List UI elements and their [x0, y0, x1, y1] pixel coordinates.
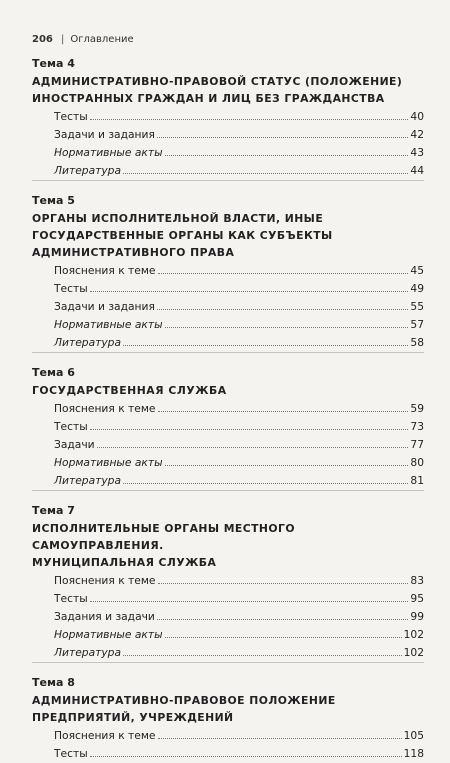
- dot-leader: [123, 173, 408, 174]
- toc-entry-page: 95: [410, 592, 424, 605]
- toc-entry-page: 80: [410, 456, 424, 469]
- dot-leader: [90, 429, 409, 430]
- dot-leader: [165, 637, 402, 638]
- dot-leader: [157, 619, 409, 620]
- toc-entry-page: 57: [410, 318, 424, 331]
- topic-title-line: АДМИНИСТРАТИВНОГО ПРАВА: [32, 246, 235, 259]
- toc-entry-label: Тесты: [54, 282, 88, 295]
- topic-title-line: ИСПОЛНИТЕЛЬНЫЕ ОРГАНЫ МЕСТНОГО САМОУПРАВЛЕНИЯ.: [32, 522, 295, 552]
- dot-leader: [165, 155, 409, 156]
- toc-entry-page: 43: [410, 146, 424, 159]
- toc-entry-page: 99: [410, 610, 424, 623]
- topic-title: [32, 520, 424, 571]
- toc-entry-page: 40: [410, 110, 424, 123]
- dot-leader: [165, 327, 409, 328]
- toc-entry-label: Нормативные акты: [54, 628, 163, 641]
- toc-entry-literature[interactable]: [54, 162, 424, 180]
- dot-leader: [97, 447, 409, 448]
- topic-7: [32, 504, 424, 663]
- topic-title-line: ОРГАНЫ ИСПОЛНИТЕЛЬНОЙ ВЛАСТИ, ИНЫЕ: [32, 212, 324, 225]
- topic-title-line: МУНИЦИПАЛЬНАЯ СЛУЖБА: [32, 556, 217, 569]
- toc-entry-explanations[interactable]: [54, 727, 424, 745]
- topic-label: Тема 6: [32, 366, 75, 379]
- section-title: Оглавление: [70, 34, 134, 45]
- toc-entry-label: Нормативные акты: [54, 318, 163, 331]
- toc-entry-label: Задачи и задания: [54, 128, 155, 141]
- dot-leader: [157, 309, 409, 310]
- toc-entry-normative-acts[interactable]: [54, 626, 424, 644]
- toc-entry-page: 44: [410, 164, 424, 177]
- toc-entry-page: 73: [410, 420, 424, 433]
- toc-entry-label: Нормативные акты: [54, 456, 163, 469]
- toc-entry-page: 55: [410, 300, 424, 313]
- toc-entry-label: Пояснения к теме: [54, 729, 156, 742]
- toc-entry-list: [54, 400, 424, 490]
- toc-entry-literature[interactable]: [54, 472, 424, 490]
- running-head: [32, 33, 424, 47]
- toc-entry-normative-acts[interactable]: [54, 454, 424, 472]
- toc-entry-label: Пояснения к теме: [54, 264, 156, 277]
- dot-leader: [158, 411, 409, 412]
- dot-leader: [90, 119, 409, 120]
- toc-entry-tasks[interactable]: [54, 436, 424, 454]
- toc-entry-label: Тесты: [54, 110, 88, 123]
- toc-entry-label: Тесты: [54, 592, 88, 605]
- topic-5: [32, 194, 424, 353]
- topic-title-line: ГОСУДАРСТВЕННАЯ СЛУЖБА: [32, 384, 227, 397]
- dot-leader: [123, 655, 402, 656]
- toc-entry-page: 118: [403, 747, 424, 760]
- toc-entry-explanations[interactable]: [54, 572, 424, 590]
- toc-entry-page: 59: [410, 402, 424, 415]
- toc-entry-label: Литература: [54, 646, 122, 659]
- toc-entry-label: Тесты: [54, 420, 88, 433]
- topic-8: [32, 676, 424, 763]
- dot-leader: [123, 345, 408, 346]
- toc-entry-list: [54, 262, 424, 352]
- topic-title: [32, 210, 424, 261]
- toc-entry-literature[interactable]: [54, 334, 424, 352]
- topic-label: Тема 7: [32, 504, 75, 517]
- toc-entry-label: Литература: [54, 336, 122, 349]
- toc-entry-label: Задачи: [54, 438, 95, 451]
- toc-entry-tests[interactable]: [54, 280, 424, 298]
- toc-entry-tasks[interactable]: [54, 298, 424, 316]
- dot-leader: [90, 756, 402, 757]
- page-number: 206: [32, 34, 53, 45]
- toc-entry-tasks[interactable]: [54, 608, 424, 626]
- toc-entry-label: Литература: [54, 474, 122, 487]
- toc-entry-list: [54, 572, 424, 662]
- dot-leader: [158, 273, 409, 274]
- toc-entry-tests[interactable]: [54, 108, 424, 126]
- topic-title-line: ИНОСТРАННЫХ ГРАЖДАН И ЛИЦ БЕЗ ГРАЖДАНСТВА: [32, 92, 385, 105]
- toc-entry-page: 42: [410, 128, 424, 141]
- topic-title: [32, 692, 424, 726]
- toc-entry-page: 45: [410, 264, 424, 277]
- toc-entry-label: Литература: [54, 164, 122, 177]
- dot-leader: [90, 291, 409, 292]
- topic-6: [32, 366, 424, 491]
- topic-title: [32, 73, 424, 107]
- toc-entry-list: [54, 108, 424, 180]
- topic-4: [32, 57, 424, 181]
- toc-entry-normative-acts[interactable]: [54, 316, 424, 334]
- toc-entry-label: Нормативные акты: [54, 146, 163, 159]
- toc-entry-label: Пояснения к теме: [54, 574, 156, 587]
- toc-entry-page: 102: [403, 628, 424, 641]
- toc-entry-page: 105: [403, 729, 424, 742]
- topic-label: Тема 8: [32, 676, 75, 689]
- toc-entry-label: Задания и задачи: [54, 610, 155, 623]
- topic-title-line: АДМИНИСТРАТИВНО-ПРАВОВОЕ ПОЛОЖЕНИЕ: [32, 694, 336, 707]
- topic-label: Тема 5: [32, 194, 75, 207]
- toc-entry-label: Задачи и задания: [54, 300, 155, 313]
- toc-entry-explanations[interactable]: [54, 400, 424, 418]
- dot-leader: [158, 583, 409, 584]
- topic-title-line: АДМИНИСТРАТИВНО-ПРАВОВОЙ СТАТУС (ПОЛОЖЕНИЕ): [32, 75, 403, 88]
- dot-leader: [123, 483, 408, 484]
- topic-title-line: ПРЕДПРИЯТИЙ, УЧРЕЖДЕНИЙ: [32, 711, 234, 724]
- topic-title: [32, 382, 424, 399]
- toc-entry-list: [54, 727, 424, 763]
- toc-entry-page: 102: [403, 646, 424, 659]
- toc-entry-label: Пояснения к теме: [54, 402, 156, 415]
- toc-entry-literature[interactable]: [54, 644, 424, 662]
- toc-entry-explanations[interactable]: [54, 262, 424, 280]
- toc-entry-tasks[interactable]: [54, 126, 424, 144]
- header-separator: |: [61, 34, 65, 45]
- dot-leader: [157, 137, 409, 138]
- toc-entry-page: 81: [410, 474, 424, 487]
- toc-entry-tests[interactable]: [54, 745, 424, 763]
- toc-entry-label: Тесты: [54, 747, 88, 760]
- toc-entry-normative-acts[interactable]: [54, 144, 424, 162]
- dot-leader: [165, 465, 409, 466]
- toc-entry-page: 83: [410, 574, 424, 587]
- topic-title-line: ГОСУДАРСТВЕННЫЕ ОРГАНЫ КАК СУБЪЕКТЫ: [32, 229, 333, 242]
- toc-entry-page: 58: [410, 336, 424, 349]
- toc-entry-tests[interactable]: [54, 590, 424, 608]
- topic-label: Тема 4: [32, 57, 75, 70]
- dot-leader: [158, 738, 402, 739]
- toc-entry-tests[interactable]: [54, 418, 424, 436]
- dot-leader: [90, 601, 409, 602]
- toc-entry-page: 49: [410, 282, 424, 295]
- toc-entry-page: 77: [410, 438, 424, 451]
